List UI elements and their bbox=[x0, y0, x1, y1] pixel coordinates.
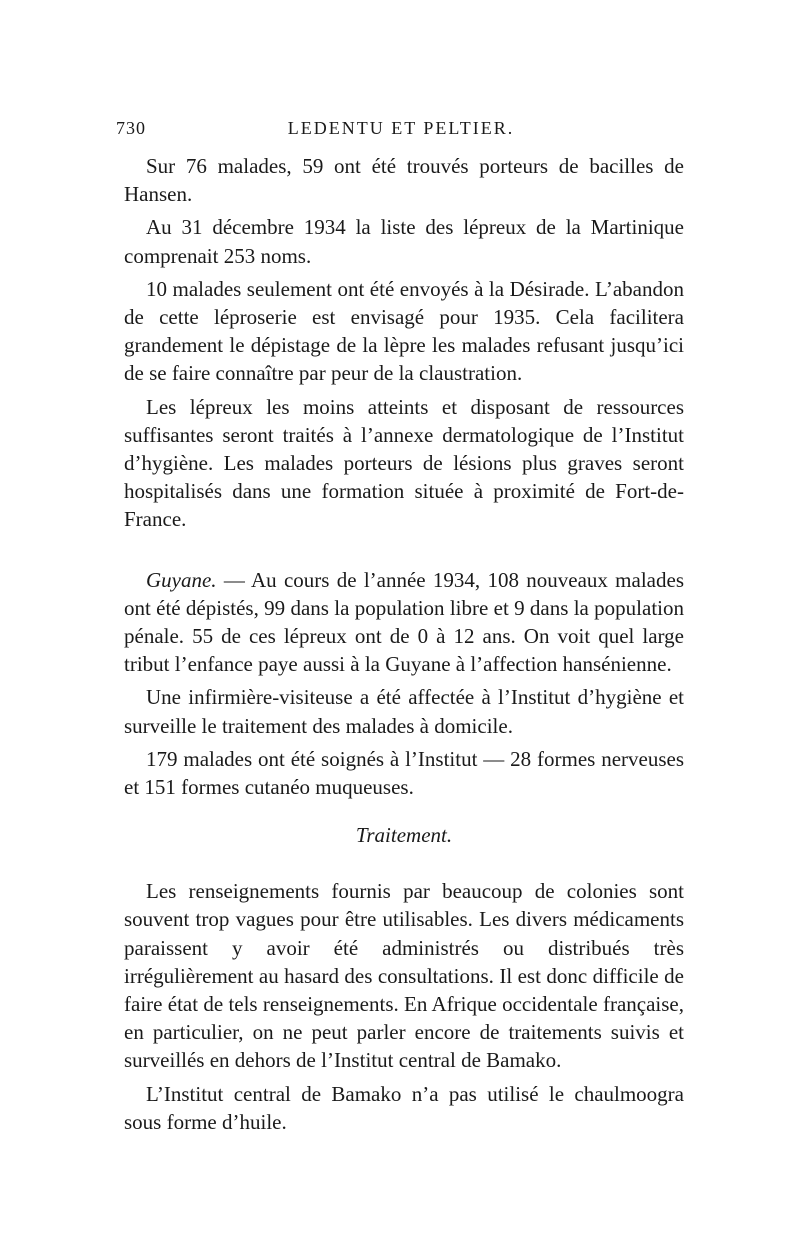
paragraph-guyane bbox=[124, 566, 684, 679]
paragraph-institut-soins: 179 malades ont été soignés à l’Institut — 28 formes nerveuses et 151 formes cutanéo muqueuses. bbox=[124, 746, 684, 800]
paragraph-annexe-dermatologique: Les lépreux les moins atteints et disposant de ressources suffisantes seront traités à l’annexe dermatologique de l’Institut d’hygiène. Les malades porteurs de lésions plus graves seront hospitalisés dans une formation située à proximité de Fort-de-France. bbox=[124, 394, 684, 532]
paragraph-chaulmoogra: L’Institut central de Bamako n’a pas utilisé le chaulmoogra sous forme d’huile. bbox=[124, 1081, 684, 1134]
paragraph-infirmiere: Une infirmière-visiteuse a été affectée à l’Institut d’hygiène et surveille le traitement des malades à domicile. bbox=[124, 685, 684, 738]
page-number: 730 bbox=[116, 118, 146, 138]
paragraph-desirade: 10 malades seulement ont été envoyés à la Désirade. L’abandon de cette léproserie est envisagé pour 1935. Cela facilitera grandement le dépistage de la lèpre les malades refusant jusqu’ici de se faire connaître par peur de la claustration. bbox=[124, 276, 684, 386]
guyane-lead-text: — Au cours de l’année 1934, 108 nouveaux malades ont été dépistés, 99 dans la population libre et 9 dans la population pénale. 55 de ces lépreux ont de 0 à 12 ans. On voit quel large tribut l’enfance paye aussi à la Guyane à l’affection hansénienne. bbox=[124, 567, 684, 677]
paragraph-renseignements: Les renseignements fournis par beaucoup de colonies sont souvent trop vagues pour être utilisables. Les divers médicaments paraissent y avoir été administrés ou distribués très irrégulièrement au hasard des consultations. Il est donc difficile de faire état de tels renseignements. En Afrique occidentale française, en particulier, on ne peut parler encore de traitements suivis et surveillés en dehors de l’Institut central de Bamako. bbox=[124, 879, 684, 1073]
body-text bbox=[124, 152, 684, 1141]
section-gap bbox=[124, 539, 684, 566]
place-name-guyane: Guyane. bbox=[146, 567, 217, 592]
paragraph-bacilles: Sur 76 malades, 59 ont été trouvés porteurs de bacilles de Hansen. bbox=[124, 154, 684, 207]
paragraph-liste-lepreux: Au 31 décembre 1934 la liste des lépreux de la Martinique comprenait 253 noms. bbox=[124, 215, 684, 268]
running-title: LEDENTU ET PELTIER. bbox=[287, 118, 515, 138]
running-head bbox=[116, 118, 686, 140]
section-heading-traitement: Traitement. bbox=[355, 823, 453, 848]
